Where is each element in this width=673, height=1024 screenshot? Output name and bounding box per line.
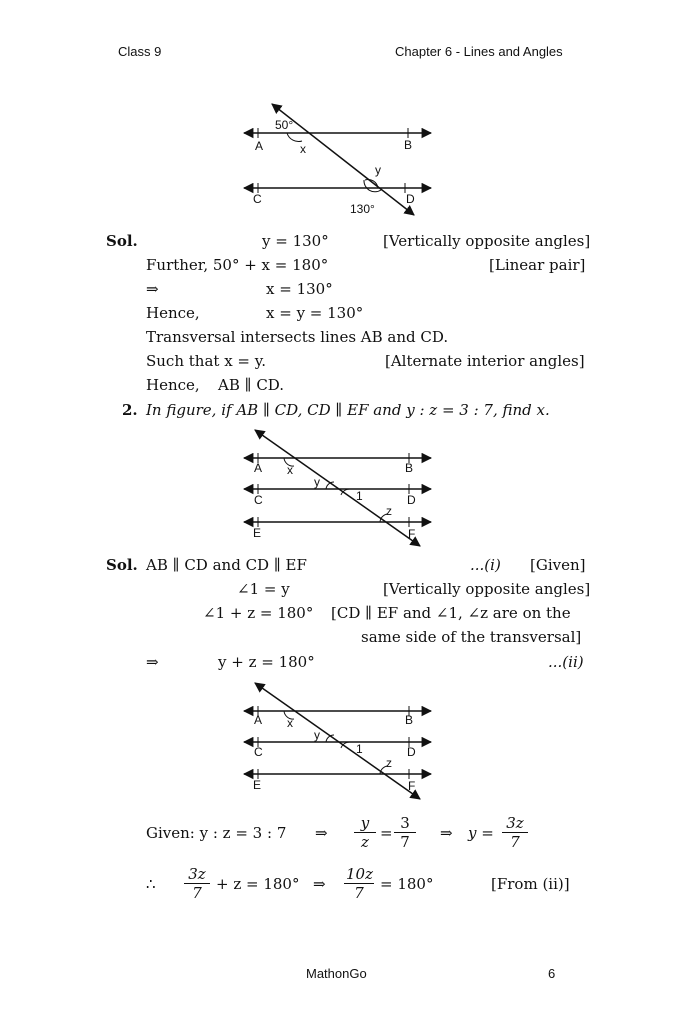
calc-arrow-1: ⇒ — [315, 824, 328, 842]
sol1-line3-arrow: ⇒ — [146, 280, 159, 298]
svg-text:E: E — [253, 778, 262, 792]
calc-plus-z: + z = 180° — [216, 875, 300, 893]
fraction-3z-over-7-b: $\frac{3z}{7}$ — [184, 865, 210, 902]
header-chapter: Chapter 6 - Lines and Angles — [395, 44, 563, 59]
sol1-line3-eq: x = 130° — [266, 280, 333, 298]
svg-text:B: B — [405, 713, 414, 727]
label-A: A — [255, 139, 264, 153]
sol2-line4-ref: ...(ii) — [548, 653, 584, 671]
sol1-line7-eq: AB ∥ CD. — [218, 376, 285, 394]
footer-brand: MathonGo — [306, 966, 367, 981]
sol1-line4-eq: x = y = 130° — [266, 304, 364, 322]
sol2-line4-eq: y + z = 180° — [218, 653, 315, 671]
svg-text:F: F — [408, 779, 416, 793]
sol2-line1-eq: AB ∥ CD and CD ∥ EF — [146, 556, 307, 574]
sol1-line2-reason: [Linear pair] — [489, 256, 586, 274]
sol2-line4-arrow: ⇒ — [146, 653, 159, 671]
sol1-line5: Transversal intersects lines AB and CD. — [146, 328, 449, 346]
sol1-line1-eq: y = 130° — [262, 232, 329, 250]
label-y: y — [375, 163, 381, 177]
q2-text: In figure, if AB ∥ CD, CD ∥ EF and y : z = 3 : 7, find x. — [146, 401, 550, 419]
calc-from-ii: [From (ii)] — [491, 875, 570, 893]
sol2-line2-reason: [Vertically opposite angles] — [383, 580, 591, 598]
sol2-line3-reason: [CD ∥ EF and ∠1, ∠z are on the — [331, 604, 571, 622]
label-50: 50° — [275, 118, 294, 132]
svg-text:C: C — [254, 745, 263, 759]
svg-text:1: 1 — [356, 742, 363, 756]
label-C: C — [253, 192, 262, 206]
svg-text:D: D — [407, 493, 416, 507]
svg-text:A: A — [254, 713, 263, 727]
sol1-label: Sol. — [106, 232, 138, 250]
svg-text:C: C — [254, 493, 263, 507]
svg-text:y: y — [314, 475, 320, 489]
calc-arrow-3: ⇒ — [313, 875, 326, 893]
fraction-10z-over-7: $\frac{10z}{7}$ — [346, 865, 373, 902]
sol2-line3-reason2: same side of the transversal] — [361, 628, 582, 646]
svg-text:z: z — [386, 504, 392, 518]
q2-number: 2. — [122, 401, 138, 419]
svg-text:D: D — [407, 745, 416, 759]
svg-text:B: B — [405, 461, 414, 475]
sol2-line2-eq: ∠1 = y — [237, 580, 290, 598]
footer-page-number: 6 — [548, 966, 556, 981]
sol1-line2-eq: Further, 50° + x = 180° — [146, 256, 329, 274]
fraction-3-over-7: $\frac{3}{7}$ — [394, 814, 416, 851]
header-class: Class 9 — [118, 44, 162, 59]
label-B: B — [404, 138, 413, 152]
sol1-line1-reason: [Vertically opposite angles] — [383, 232, 591, 250]
svg-text:y: y — [314, 728, 320, 742]
label-x: x — [300, 142, 306, 156]
sol2-line1-ref: ...(i) — [470, 556, 501, 574]
fraction-3z-over-7: $\frac{3z}{7}$ — [502, 814, 528, 851]
svg-text:A: A — [254, 461, 263, 475]
sol2-label: Sol. — [106, 556, 138, 574]
svg-text:z: z — [386, 756, 392, 770]
calc-y-eq: y = — [468, 824, 494, 842]
sol1-line4-lead: Hence, — [146, 304, 200, 322]
calc-eq-180: = 180° — [380, 875, 434, 893]
svg-text:E: E — [253, 526, 262, 540]
calc-therefore: ∴ — [146, 875, 156, 893]
svg-text:1: 1 — [356, 489, 363, 503]
calc-arrow-2: ⇒ — [440, 824, 453, 842]
calc-given: Given: y : z = 3 : 7 — [146, 824, 287, 842]
sol1-line7-lead: Hence, — [146, 376, 200, 394]
svg-text:F: F — [408, 527, 416, 541]
fraction-y-over-z: $\frac{y}{z}$ — [354, 814, 376, 851]
svg-text:x: x — [287, 716, 293, 730]
sol2-line1-reason: [Given] — [530, 556, 586, 574]
calc-equals: = — [380, 824, 393, 842]
label-130: 130° — [350, 202, 375, 216]
sol1-line6-reason: [Alternate interior angles] — [385, 352, 585, 370]
svg-text:x: x — [287, 463, 293, 477]
label-D: D — [406, 192, 415, 206]
sol1-line6-eq: Such that x = y. — [146, 352, 267, 370]
sol2-line3-eq: ∠1 + z = 180° — [203, 604, 314, 622]
